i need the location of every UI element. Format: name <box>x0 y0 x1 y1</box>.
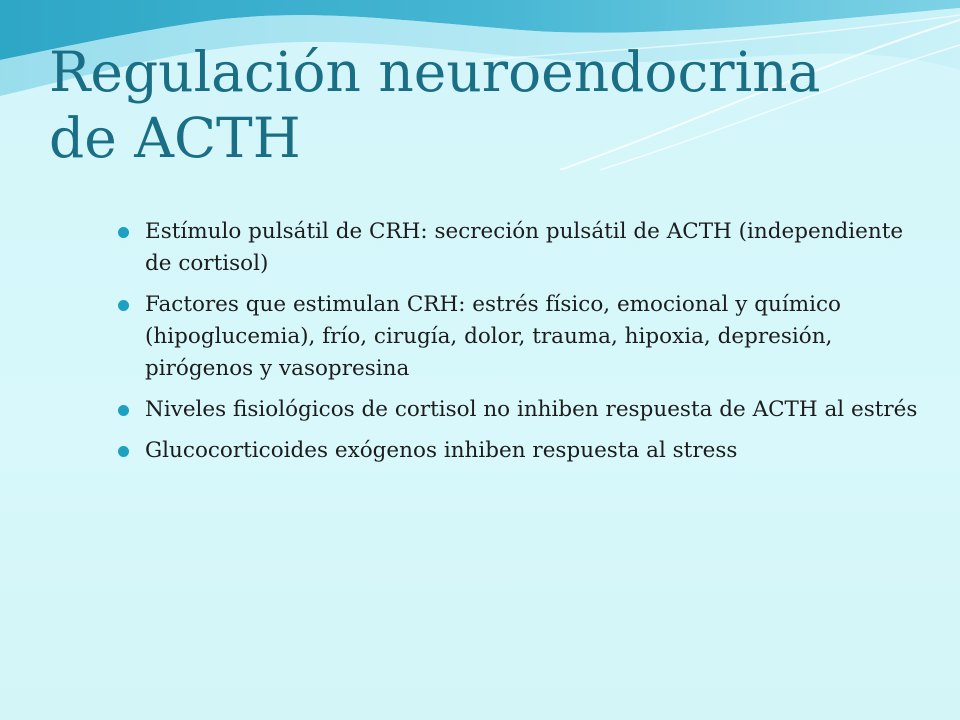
bullet-dot-icon <box>118 300 129 311</box>
bullet-text: Glucocorticoides exógenos inhiben respuesta al stress <box>145 438 738 463</box>
bullet-list <box>118 216 918 476</box>
slide-title-line-1: Regulación neuroendocrina <box>49 40 821 104</box>
slide-title-line-2: de ACTH <box>49 106 301 170</box>
bullet-text: Estímulo pulsátil de CRH: secreción pulsátil de ACTH (independiente de cortisol) <box>145 219 904 276</box>
bullet-item <box>118 216 918 280</box>
bullet-item <box>118 289 918 385</box>
bullet-item <box>118 435 918 467</box>
bullet-dot-icon <box>118 227 129 238</box>
bullet-text: Factores que estimulan CRH: estrés físico, emocional y químico (hipoglucemia), frío, cirugía, dolor, trauma, hipoxia, depresión, pirógenos y vasopresina <box>145 292 841 381</box>
bullet-dot-icon <box>118 446 129 457</box>
bullet-text: Niveles fisiológicos de cortisol no inhiben respuesta de ACTH al estrés <box>145 397 918 422</box>
slide-title <box>49 39 929 171</box>
bullet-dot-icon <box>118 405 129 416</box>
bullet-item <box>118 394 918 426</box>
